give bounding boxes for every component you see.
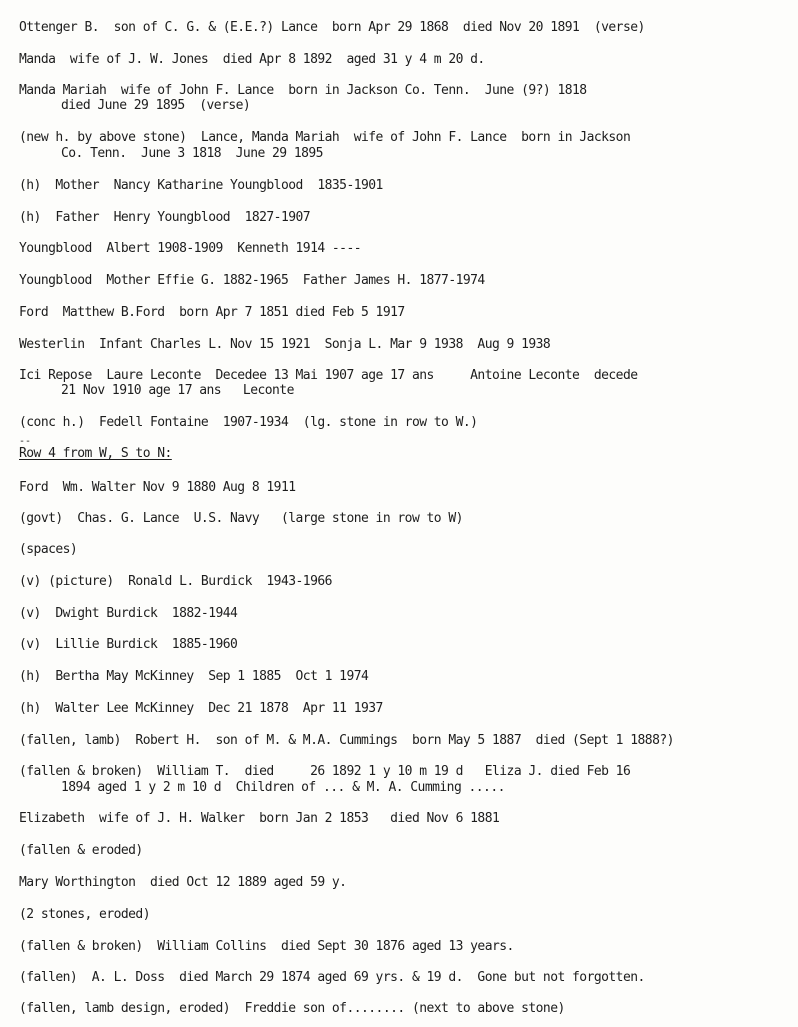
- entry-spaces: (spaces): [19, 542, 78, 557]
- entry-william-eliza-cummings-continuation: 1894 aged 1 y 2 m 10 d Children of ... & M. A. Cumming .....: [61, 780, 505, 795]
- entry-matthew-ford: Ford Matthew B.Ford born Apr 7 1851 died Feb 5 1917: [19, 305, 405, 320]
- entry-william-eliza-cummings: (fallen & broken) William T. died 26 1892 1 y 10 m 19 d Eliza J. died Feb 16: [19, 764, 631, 779]
- entry-wm-walter-ford: Ford Wm. Walter Nov 9 1880 Aug 8 1911: [19, 480, 296, 495]
- entry-ottenger: Ottenger B. son of C. G. & (E.E.?) Lance born Apr 29 1868 died Nov 20 1891 (verse): [19, 20, 645, 35]
- entry-lillie-burdick: (v) Lillie Burdick 1885-1960: [19, 637, 238, 652]
- entry-dwight-burdick: (v) Dwight Burdick 1882-1944: [19, 606, 238, 621]
- entry-bertha-mckinney: (h) Bertha May McKinney Sep 1 1885 Oct 1 1974: [19, 669, 369, 684]
- entry-robert-cummings: (fallen, lamb) Robert H. son of M. & M.A. Cummings born May 5 1887 died (Sept 1 1888?): [19, 733, 674, 748]
- entry-elizabeth-walker: Elizabeth wife of J. H. Walker born Jan 2 1853 died Nov 6 1881: [19, 811, 500, 826]
- entry-fedell-fontaine: (conc h.) Fedell Fontaine 1907-1934 (lg. stone in row to W.): [19, 415, 478, 430]
- entry-fallen-eroded: (fallen & eroded): [19, 843, 143, 858]
- entry-two-stones-eroded: (2 stones, eroded): [19, 907, 150, 922]
- entry-henry-youngblood: (h) Father Henry Youngblood 1827-1907: [19, 210, 311, 225]
- entry-mary-worthington: Mary Worthington died Oct 12 1889 aged 59 y.: [19, 875, 347, 890]
- entry-leconte-continuation: 21 Nov 1910 age 17 ans Leconte: [61, 383, 294, 398]
- entry-leconte: Ici Repose Laure Leconte Decedee 13 Mai 1907 age 17 ans Antoine Leconte decede: [19, 368, 638, 383]
- entry-new-headstone-lance-continuation: Co. Tenn. June 3 1818 June 29 1895: [61, 146, 323, 161]
- entry-william-collins: (fallen & broken) William Collins died Sept 30 1876 aged 13 years.: [19, 939, 514, 954]
- section-divider-dash: --: [19, 436, 32, 447]
- entry-manda-mariah: Manda Mariah wife of John F. Lance born in Jackson Co. Tenn. June (9?) 1818: [19, 83, 587, 98]
- entry-manda-mariah-continuation: died June 29 1895 (verse): [61, 98, 251, 113]
- entry-manda-jones: Manda wife of J. W. Jones died Apr 8 1892 aged 31 y 4 m 20 d.: [19, 52, 485, 67]
- entry-al-doss: (fallen) A. L. Doss died March 29 1874 aged 69 yrs. & 19 d. Gone but not forgotten.: [19, 970, 645, 985]
- entry-chas-lance: (govt) Chas. G. Lance U.S. Navy (large stone in row to W): [19, 511, 463, 526]
- entry-new-headstone-lance: (new h. by above stone) Lance, Manda Mariah wife of John F. Lance born in Jackson: [19, 130, 631, 145]
- section-heading-row-4: Row 4 from W, S to N:: [19, 446, 172, 461]
- entry-ronald-burdick: (v) (picture) Ronald L. Burdick 1943-1966: [19, 574, 332, 589]
- entry-youngblood-albert-kenneth: Youngblood Albert 1908-1909 Kenneth 1914 ----: [19, 241, 362, 256]
- entry-youngblood-effie-james: Youngblood Mother Effie G. 1882-1965 Father James H. 1877-1974: [19, 273, 485, 288]
- entry-nancy-youngblood: (h) Mother Nancy Katharine Youngblood 1835-1901: [19, 178, 383, 193]
- entry-freddie: (fallen, lamb design, eroded) Freddie son of........ (next to above stone): [19, 1001, 565, 1016]
- entry-westerlin: Westerlin Infant Charles L. Nov 15 1921 Sonja L. Mar 9 1938 Aug 9 1938: [19, 337, 551, 352]
- entry-walter-mckinney: (h) Walter Lee McKinney Dec 21 1878 Apr 11 1937: [19, 701, 383, 716]
